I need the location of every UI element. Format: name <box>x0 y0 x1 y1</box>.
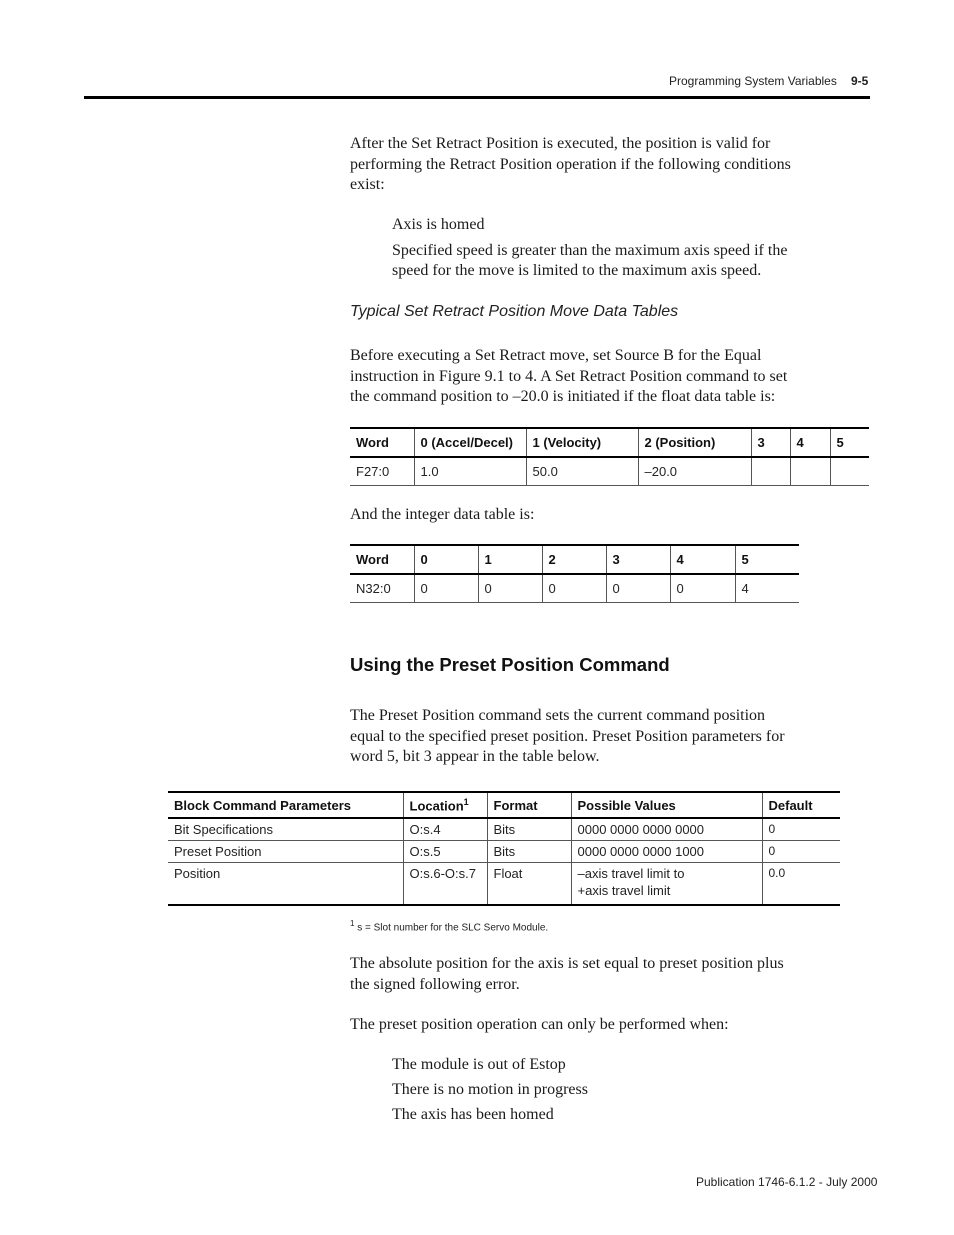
integer-data-table <box>350 544 799 603</box>
row-preset-default: 0 <box>762 841 840 863</box>
float-header-2: 2 (Position) <box>638 428 751 457</box>
retract-line-2: instruction in Figure 9.1 to 4. A Set Retract Position command to set <box>350 367 788 385</box>
table-row <box>350 574 799 602</box>
retract-paragraph <box>350 346 870 408</box>
row-position-value-max: +axis travel limit <box>577 883 671 898</box>
block-header-default: Default <box>762 792 840 818</box>
float-table-header-row <box>350 428 869 457</box>
block-header-location-label: Location <box>409 798 464 814</box>
block-header-location <box>403 792 487 818</box>
publication-footer: Publication 1746-6.1.2 - July 2000 <box>696 1175 878 1189</box>
integer-cell-1: 0 <box>478 574 542 602</box>
retract-line-3: the command position to –20.0 is initiated if the float data table is: <box>350 388 776 406</box>
integer-table-intro: And the integer data table is: <box>350 506 535 523</box>
integer-header-5: 5 <box>735 545 799 574</box>
table-footnote <box>350 919 548 933</box>
integer-cell-0: 0 <box>414 574 478 602</box>
block-header-format: Format <box>487 792 571 818</box>
float-cell-0: 1.0 <box>414 457 526 485</box>
float-header-5: 5 <box>830 428 869 457</box>
row-position-value-min: –axis travel limit to <box>577 866 685 881</box>
float-cell-1: 50.0 <box>526 457 638 485</box>
footnote-number: 1 <box>350 919 355 928</box>
block-command-table <box>168 791 840 906</box>
table-row <box>350 457 869 485</box>
condition-axis-homed: Axis is homed <box>392 216 485 233</box>
condition-speed <box>392 241 872 281</box>
row-bitspec-param: Bit Specifications <box>174 822 273 837</box>
row-bitspec-location: O:s.4 <box>403 818 487 841</box>
float-cell-3 <box>751 457 790 485</box>
row-position-param: Position <box>174 866 221 881</box>
row-bitspec-default: 0 <box>762 818 840 841</box>
footnote-marker: 1 <box>463 796 469 807</box>
integer-cell-word: N32:0 <box>356 580 391 596</box>
integer-header-2: 2 <box>542 545 606 574</box>
row-preset-format: Bits <box>487 841 571 863</box>
subheading-move-data-tables: Typical Set Retract Position Move Data Tables <box>350 303 679 320</box>
float-header-4: 4 <box>790 428 830 457</box>
row-preset-param: Preset Position <box>174 844 262 859</box>
block-header-params: Block Command Parameters <box>174 797 352 813</box>
absolute-line-1: The absolute position for the axis is set equal to preset position plus <box>350 955 784 972</box>
table-row <box>168 818 840 841</box>
intro-paragraph <box>350 134 870 196</box>
preset-condition-no-motion: There is no motion in progress <box>392 1081 588 1098</box>
intro-line-3: exist: <box>350 176 385 194</box>
float-header-3: 3 <box>751 428 790 457</box>
absolute-position-paragraph <box>350 954 875 995</box>
running-header-title: Programming System Variables <box>669 74 837 88</box>
block-header-values: Possible Values <box>571 792 762 818</box>
table-row <box>168 863 840 905</box>
section-heading-preset-position: Using the Preset Position Command <box>350 654 670 675</box>
preset-line-3: word 5, bit 3 appear in the table below. <box>350 748 600 766</box>
integer-cell-2: 0 <box>542 574 606 602</box>
float-header-1: 1 (Velocity) <box>526 428 638 457</box>
retract-line-1: Before executing a Set Retract move, set Source B for the Equal <box>350 347 762 364</box>
condition-speed-line-1: Specified speed is greater than the maximum axis speed if the <box>392 242 788 259</box>
row-position-default: 0.0 <box>762 863 840 905</box>
float-cell-4 <box>790 457 830 485</box>
table-row <box>168 841 840 863</box>
integer-cell-4: 0 <box>670 574 735 602</box>
float-cell-word: F27:0 <box>356 463 390 479</box>
row-position-location: O:s.6-O:s.7 <box>403 863 487 905</box>
preset-condition-homed: The axis has been homed <box>392 1106 554 1123</box>
row-preset-value: 0000 0000 0000 1000 <box>571 841 762 863</box>
intro-line-2: performing the Retract Position operation if the following conditions <box>350 155 791 173</box>
row-bitspec-value: 0000 0000 0000 0000 <box>571 818 762 841</box>
float-header-0: 0 (Accel/Decel) <box>414 428 526 457</box>
absolute-line-2: the signed following error. <box>350 975 520 993</box>
integer-header-0: 0 <box>414 545 478 574</box>
preset-paragraph <box>350 706 875 768</box>
integer-cell-5: 4 <box>735 574 799 602</box>
integer-header-word: Word <box>356 552 389 567</box>
page-number: 9-5 <box>851 74 869 88</box>
integer-header-4: 4 <box>670 545 735 574</box>
condition-speed-line-2: speed for the move is limited to the maximum axis speed. <box>392 262 762 279</box>
footnote-text: s = Slot number for the SLC Servo Module. <box>354 922 549 934</box>
float-cell-2: –20.0 <box>638 457 751 485</box>
preset-line-1: The Preset Position command sets the current command position <box>350 707 766 724</box>
block-table-header-row <box>168 792 840 818</box>
float-data-table <box>350 427 869 486</box>
header-rule <box>84 96 870 99</box>
row-bitspec-format: Bits <box>487 818 571 841</box>
preset-line-2: equal to the specified preset position. Preset Position parameters for <box>350 727 785 745</box>
integer-table-header-row <box>350 545 799 574</box>
preset-condition-estop: The module is out of Estop <box>392 1056 566 1073</box>
float-cell-5 <box>830 457 869 485</box>
row-preset-location: O:s.5 <box>403 841 487 863</box>
integer-cell-3: 0 <box>606 574 670 602</box>
intro-line-1: After the Set Retract Position is executed, the position is valid for <box>350 135 771 152</box>
row-position-format: Float <box>487 863 571 905</box>
integer-header-1: 1 <box>478 545 542 574</box>
preset-conditions-intro: The preset position operation can only be performed when: <box>350 1016 729 1033</box>
row-position-values <box>571 863 762 905</box>
float-header-word: Word <box>356 435 389 450</box>
integer-header-3: 3 <box>606 545 670 574</box>
